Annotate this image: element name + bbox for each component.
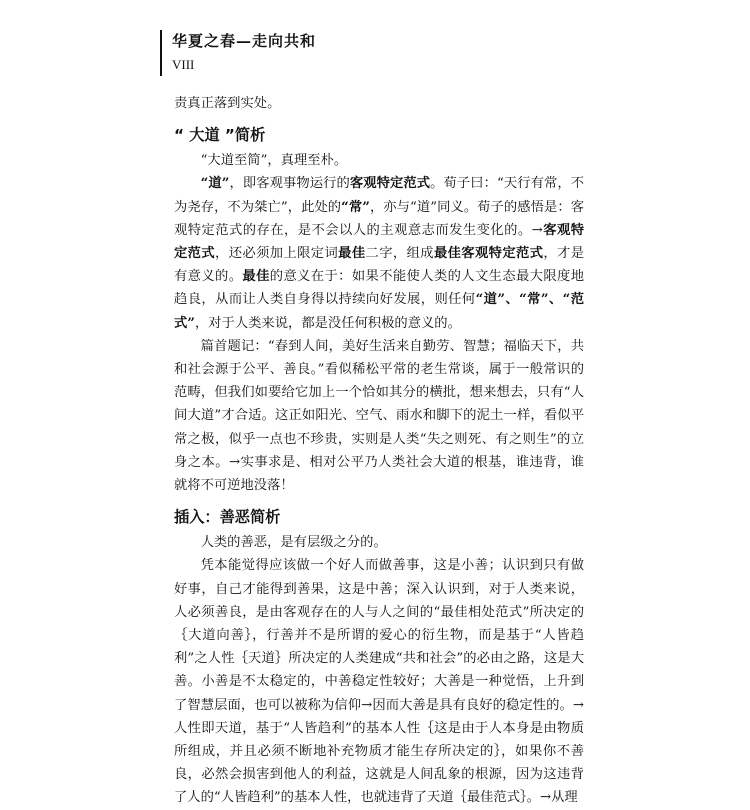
bold-term: 客观特定范式 [349,176,431,192]
paragraph-continued: 责真正落到实处。 [174,96,281,111]
bold-term: “道”、“常”、“范式” [174,292,585,331]
page-number: VIII [172,57,195,72]
bold-term: 最佳 [338,246,366,262]
paragraph-shane-intro: 人类的善恶，是有层级之分的。 [200,535,387,551]
text-run: ，还必须加上限定词 [215,246,339,262]
bold-term: 最佳 [242,269,270,285]
paragraph-shane-levels: 凭本能觉得应该做一个好人而做善事，这是小善；认识到只有做好事，自己才能得到善果，这是中善；深入认识到，对于人类来说，人必须善良，是由客观存在的人与人之间的“最佳相处范式”所决定的｛大道向善｝，行善并不是所谓的爱心的衍生物，而是基于“人皆趋利”之人性｛天道｝所决定的人类建成“共和社会”的必由之路，这是大善。小善是不太稳定的，中善稳定性较好；大善是一种觉悟，上升到了智慧层面，也可以被称为信仰→因而大善是具有良好的稳定性的。→人性即天道，基于“人皆趋利”的基本人性｛这是由于人本身是由物质所组成，并且必须不断地补充物质才能生存所决定的｝，如果你不善良，必然会损害到他人的利益，这就是人间乱象的根源，因为这违背了人的“人皆趋利”的基本人性，也就违背了天道｛最佳范式｝。→从理 [174,558,584,806]
text-run: ，对于人类来说，都是没任何积极的意义的。 [194,315,461,331]
paragraph-quote: “大道至简”，真理至朴。 [200,153,348,169]
paragraph-epigraph: 篇首题记：“春到人间，美好生活来自勤劳、智慧；福临天下，共和社会源于公平、善良。”看似稀松平常的老生常谈，属于一般常识的范畴，但我们如要给它加上一个恰如其分的横批，想来想去，只有“人间大道”才合适。这正如阳光、空气、雨水和脚下的泥土一样，看似平常之极，似乎一点也不珍贵，实则是人类“失之则死、有之则生”的立身之本。→实事求是、相对公平乃人类社会大道的根基，谁违背，谁就将不可逆地没落！ [174,338,584,494]
section-heading-dadao: “ 大道 ”简析 [174,126,266,145]
paragraph-dao-definition [174,172,584,334]
bold-term: 客观特定范式 [174,222,585,262]
text-run: 二字，组成 [365,246,434,262]
text-run: 的意义在于：如果不能使人类的人文生态最大限度地趋良，从而让人类自身得以持续向好发展，则任何 [174,269,585,308]
bold-term: 最佳客观特定范式 [433,246,544,262]
text-run: ，即客观事物运行的 [229,176,350,192]
text-run: ，才是有意义的。 [174,246,585,285]
book-title: 华夏之春—走向共和 [172,32,317,50]
bold-term: “常” [341,199,370,215]
section-heading-shane: 插入：善恶简析 [174,508,281,527]
page-body [174,92,584,810]
header-rule [160,30,162,76]
text-run: ，亦与“道”同义。荀子的感悟是：客观特定范式的存在，是不会以人的主观意志而发生变化的。→ [174,199,584,238]
text-run: 。荀子曰：“天行有常，不为尧存，不为桀亡”，此处的 [174,176,585,215]
bold-term: “道” [200,176,230,192]
